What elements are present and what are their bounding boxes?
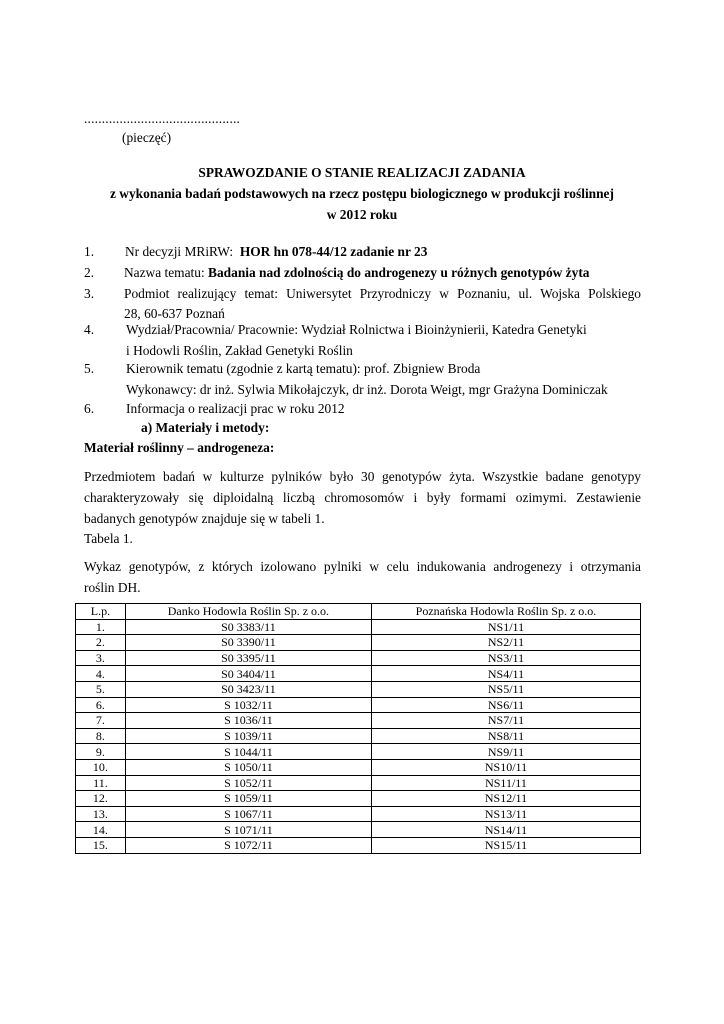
item-6-line-1: Informacja o realizacji prac w roku 2012 (126, 401, 345, 416)
cell-poznanska: NS6/11 (371, 697, 640, 713)
intro-paragraph (84, 466, 641, 529)
header-danko: Danko Hodowla Roślin Sp. z o.o. (125, 604, 371, 620)
cell-lp: 13. (76, 806, 126, 822)
cell-danko: S 1067/11 (125, 806, 371, 822)
item-5-number: 5. (84, 361, 95, 376)
item-2-value: Badania nad zdolnością do androgenezy u różnych genotypów żyta (208, 265, 590, 280)
paragraph-line-1: Przedmiotem badań w kulturze pylników było 30 genotypów żyta. Wszystkie badane genotypy (84, 469, 641, 484)
cell-poznanska: NS13/11 (371, 806, 640, 822)
cell-poznanska: NS9/11 (371, 744, 640, 760)
cell-lp: 9. (76, 744, 126, 760)
item-3-line-1: Podmiot realizujący temat: Uniwersytet Przyrodniczy w Poznaniu, ul. Wojska Polskiego (124, 286, 641, 301)
cell-danko: S0 3423/11 (125, 681, 371, 697)
header-poznanska: Poznańska Hodowla Roślin Sp. z o.o. (371, 604, 640, 620)
item-6-number: 6. (84, 401, 95, 416)
table-row (76, 635, 641, 651)
table-row (76, 697, 641, 713)
item-1-value: HOR hn 078-44/12 zadanie nr 23 (239, 244, 428, 259)
table-row (76, 775, 641, 791)
report-title: SPRAWOZDANIE O STANIE REALIZACJI ZADANIA (198, 165, 526, 180)
cell-lp: 14. (76, 822, 126, 838)
cell-lp: 3. (76, 650, 126, 666)
table-row (76, 759, 641, 775)
cell-danko: S 1044/11 (125, 744, 371, 760)
cell-danko: S 1072/11 (125, 837, 371, 853)
table-row (76, 822, 641, 838)
cell-poznanska: NS12/11 (371, 791, 640, 807)
item-4-number: 4. (84, 322, 95, 337)
cell-lp: 12. (76, 791, 126, 807)
cell-danko: S 1059/11 (125, 791, 371, 807)
cell-poznanska: NS7/11 (371, 713, 640, 729)
genotype-table (75, 603, 641, 854)
table-row (76, 806, 641, 822)
stamp-dotted-line: ............................................ (84, 111, 241, 126)
table-row (76, 666, 641, 682)
table-caption (84, 556, 641, 598)
cell-poznanska: NS4/11 (371, 666, 640, 682)
cell-poznanska: NS15/11 (371, 837, 640, 853)
section-heading: Materiał roślinny – androgeneza: (84, 440, 275, 455)
cell-lp: 7. (76, 713, 126, 729)
cell-danko: S 1071/11 (125, 822, 371, 838)
cell-lp: 4. (76, 666, 126, 682)
item-2-number: 2. (84, 265, 95, 280)
item-1-text (125, 244, 427, 260)
cell-poznanska: NS1/11 (371, 619, 640, 635)
cell-danko: S0 3390/11 (125, 635, 371, 651)
item-4-line-2: i Hodowli Roślin, Zakład Genetyki Roślin (126, 343, 353, 358)
table-row (76, 681, 641, 697)
table-header-row (76, 604, 641, 620)
cell-poznanska: NS3/11 (371, 650, 640, 666)
table-caption-line-1: Wykaz genotypów, z których izolowano pylniki w celu indukowania androgenezy i otrzymania (84, 559, 641, 574)
cell-danko: S 1039/11 (125, 728, 371, 744)
report-year: w 2012 roku (326, 207, 398, 222)
cell-danko: S 1036/11 (125, 713, 371, 729)
cell-poznanska: NS2/11 (371, 635, 640, 651)
item-2-text (124, 265, 589, 281)
cell-lp: 1. (76, 619, 126, 635)
paragraph-line-3: badanych genotypów znajduje się w tabeli 1. (84, 511, 325, 526)
cell-lp: 15. (76, 837, 126, 853)
item-5-line-2: Wykonawcy: dr inż. Sylwia Mikołajczyk, dr inż. Dorota Weigt, mgr Grażyna Dominiczak (126, 382, 608, 397)
item-3-line-2: 28, 60-637 Poznań (124, 306, 225, 321)
item-1-label: Nr decyzji MRiRW: (125, 244, 234, 259)
table-row (76, 713, 641, 729)
item-1-number: 1. (84, 244, 95, 259)
cell-poznanska: NS14/11 (371, 822, 640, 838)
item-3-number: 3. (84, 286, 95, 301)
cell-lp: 11. (76, 775, 126, 791)
table-row (76, 744, 641, 760)
table-row (76, 650, 641, 666)
item-2-label: Nazwa tematu: (124, 265, 205, 280)
item-5-line-1: Kierownik tematu (zgodnie z kartą tematu): prof. Zbigniew Broda (126, 361, 481, 376)
header-lp: L.p. (76, 604, 126, 620)
cell-lp: 2. (76, 635, 126, 651)
table-row (76, 619, 641, 635)
item-6-subheading: a) Materiały i metody: (141, 420, 270, 435)
cell-lp: 6. (76, 697, 126, 713)
table-caption-line-2: roślin DH. (84, 580, 141, 595)
cell-lp: 8. (76, 728, 126, 744)
table-row (76, 837, 641, 853)
cell-poznanska: NS5/11 (371, 681, 640, 697)
cell-poznanska: NS11/11 (371, 775, 640, 791)
cell-danko: S0 3404/11 (125, 666, 371, 682)
table-row (76, 791, 641, 807)
cell-danko: S 1050/11 (125, 759, 371, 775)
cell-danko: S 1032/11 (125, 697, 371, 713)
item-4-line-1: Wydział/Pracownia/ Pracownie: Wydział Rolnictwa i Bioinżynierii, Katedra Genetyki (126, 322, 587, 337)
cell-lp: 5. (76, 681, 126, 697)
cell-danko: S 1052/11 (125, 775, 371, 791)
cell-poznanska: NS10/11 (371, 759, 640, 775)
cell-danko: S0 3383/11 (125, 619, 371, 635)
paragraph-line-2: charakteryzowały się diploidalną liczbą chromosomów i były formami ozimymi. Zestawienie (84, 490, 641, 505)
table-label: Tabela 1. (84, 531, 133, 546)
cell-danko: S0 3395/11 (125, 650, 371, 666)
stamp-label: (pieczęć) (122, 130, 172, 145)
cell-poznanska: NS8/11 (371, 728, 640, 744)
report-subtitle: z wykonania badań podstawowych na rzecz postępu biologicznego w produkcji roślinnej (110, 186, 614, 201)
cell-lp: 10. (76, 759, 126, 775)
table-row (76, 728, 641, 744)
